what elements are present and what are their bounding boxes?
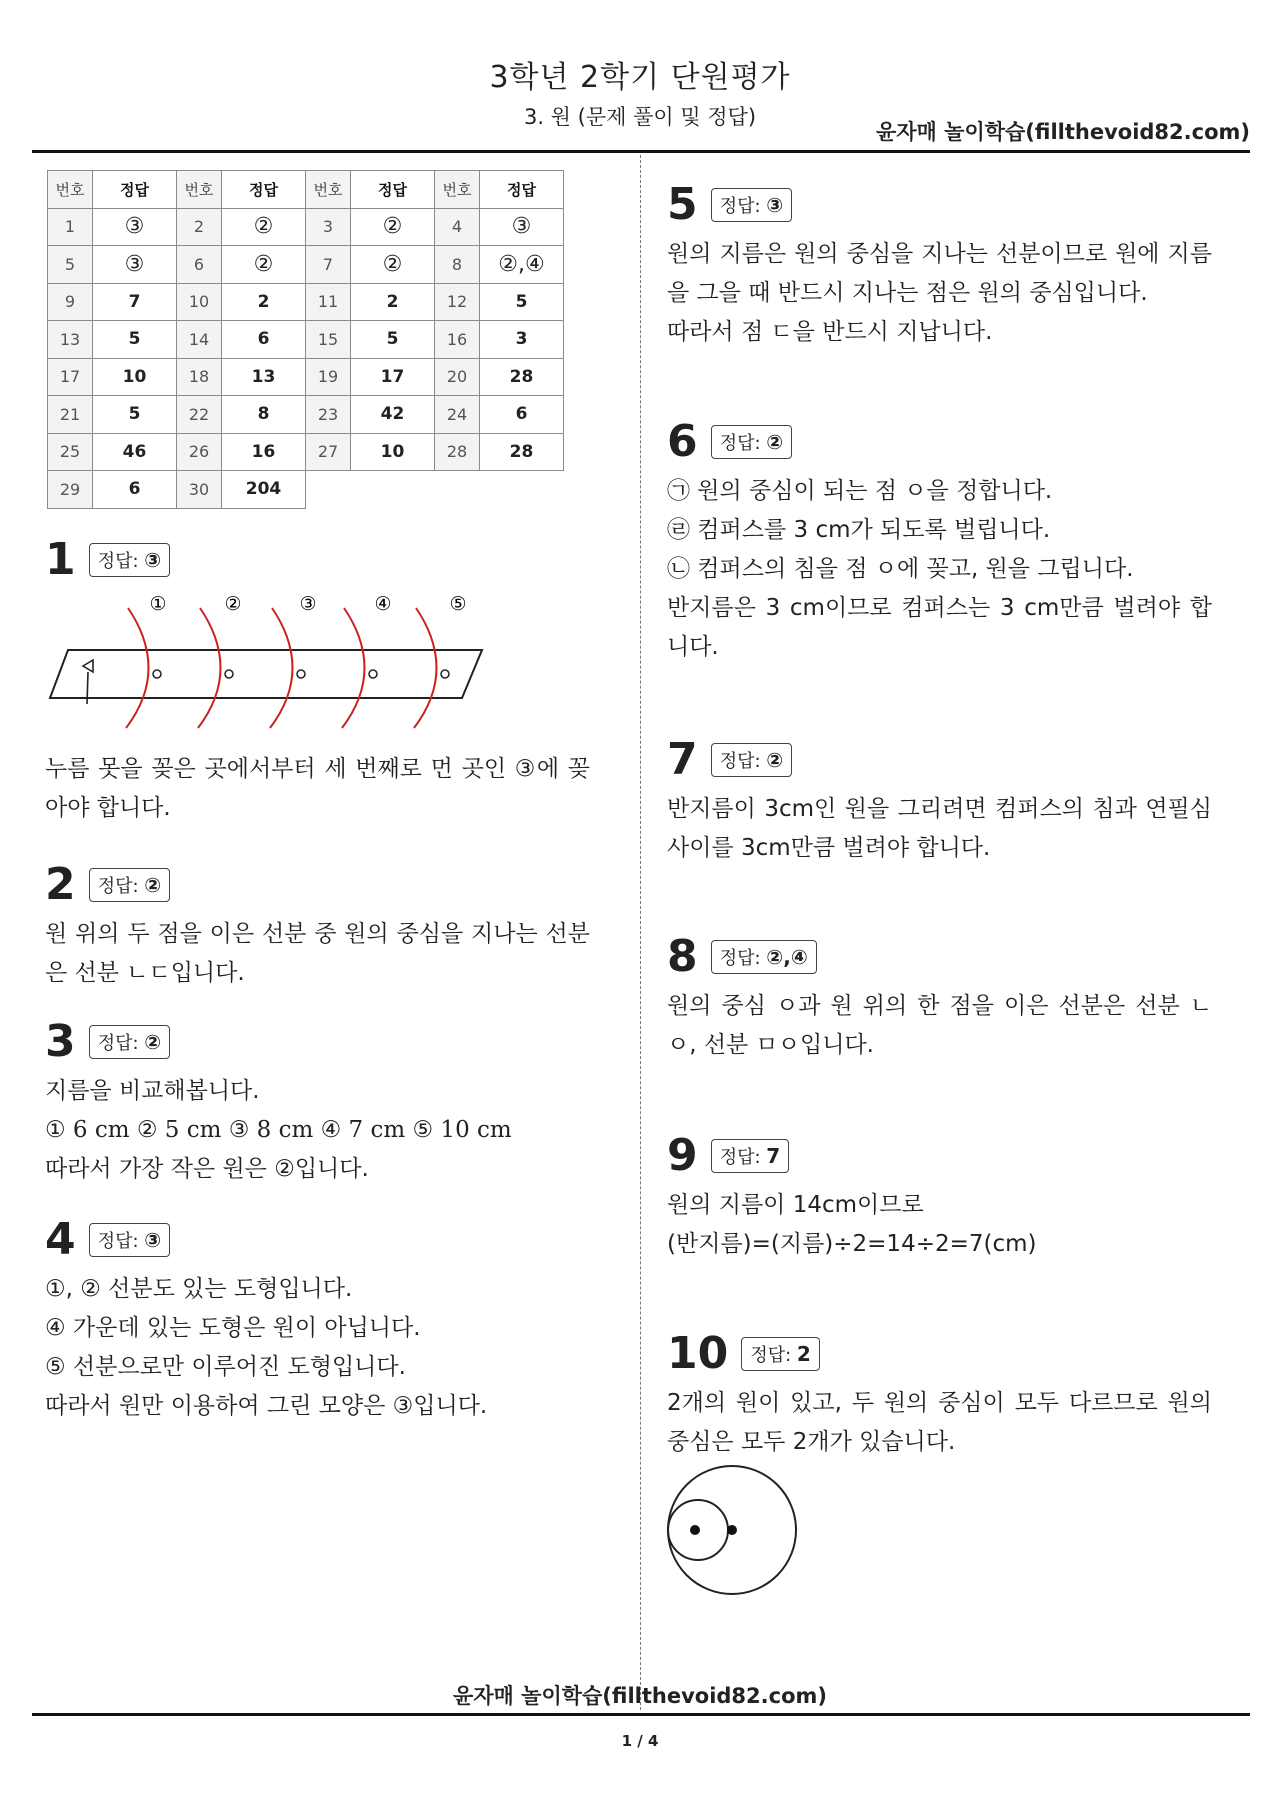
problem-number: 10 <box>667 1328 729 1379</box>
answer-cell: ② <box>351 208 435 246</box>
problem-number: 4 <box>45 1214 76 1265</box>
badge-label: 정답: <box>97 1231 139 1252</box>
page-title: 3학년 2학기 단원평가 <box>489 60 791 95</box>
problem-8 <box>667 931 1212 1065</box>
pushpin-icon <box>83 660 93 672</box>
header-number: 번호 <box>177 171 222 209</box>
header-number: 번호 <box>435 171 480 209</box>
problem-5-explanation <box>667 235 1212 352</box>
footer-divider <box>32 1713 1250 1716</box>
badge-label: 정답: <box>719 433 761 454</box>
header-answer: 정답 <box>480 171 564 209</box>
answer-cell: ② <box>222 246 306 284</box>
question-number-cell: 11 <box>306 283 351 321</box>
answer-cell: 13 <box>222 358 306 396</box>
answer-cell: 10 <box>351 433 435 471</box>
question-number-cell: 2 <box>177 208 222 246</box>
answer-cell: ③ <box>93 208 177 246</box>
explanation-line: (반지름)=(지름)÷2=14÷2=7(cm) <box>667 1231 1037 1257</box>
answer-badge <box>711 425 793 459</box>
table-row <box>48 358 564 396</box>
problem-5 <box>667 179 1212 352</box>
explanation-line: ① 6 cm ② 5 cm ③ 8 cm ④ 7 cm ⑤ 10 cm <box>45 1117 512 1143</box>
badge-label: 정답: <box>750 1345 792 1366</box>
problem-number: 5 <box>667 179 698 230</box>
answer-cell: 3 <box>480 321 564 359</box>
problem-number: 3 <box>45 1016 76 1067</box>
table-row <box>48 433 564 471</box>
explanation-line: 지름을 비교해봅니다. <box>45 1078 260 1104</box>
badge-label: 정답: <box>719 751 761 772</box>
answer-badge <box>89 543 171 577</box>
explanation-line: 원의 중심 ㅇ과 원 위의 한 점을 이은 선분은 선분 ㄴㅇ, 선분 ㅁㅇ입니다. <box>667 993 1212 1058</box>
question-number-cell: 28 <box>435 433 480 471</box>
question-number-cell: 21 <box>48 396 93 434</box>
badge-value: ② <box>766 748 784 772</box>
answer-cell: 46 <box>93 433 177 471</box>
question-number-cell: 17 <box>48 358 93 396</box>
explanation-line: ⑤ 선분으로만 이루어진 도형입니다. <box>45 1354 406 1380</box>
question-number-cell: 29 <box>48 471 93 509</box>
problem-number: 7 <box>667 734 698 785</box>
question-number-cell: 26 <box>177 433 222 471</box>
question-number-cell: 24 <box>435 396 480 434</box>
question-number-cell: 10 <box>177 283 222 321</box>
table-row <box>48 283 564 321</box>
question-number-cell: 8 <box>435 246 480 284</box>
question-number-cell: 18 <box>177 358 222 396</box>
question-number-cell: 3 <box>306 208 351 246</box>
brand-label: 윤자매 놀이학습(fillthevoid82.com) <box>875 120 1250 144</box>
answer-cell: 5 <box>93 321 177 359</box>
problem-3 <box>45 1016 590 1189</box>
question-number-cell: 6 <box>177 246 222 284</box>
question-number-cell: 15 <box>306 321 351 359</box>
problem-9 <box>667 1130 1212 1264</box>
badge-value: ③ <box>144 1228 162 1252</box>
explanation-line: 따라서 점 ㄷ을 반드시 지납니다. <box>667 319 993 345</box>
arc-label: ⑤ <box>449 593 467 615</box>
explanation-line: 원 위의 두 점을 이은 선분 중 원의 중심을 지나는 선분은 선분 ㄴㄷ입니다. <box>45 921 590 986</box>
pushpin-needle <box>87 672 88 704</box>
problem-2 <box>45 859 590 993</box>
answer-badge <box>711 1139 790 1173</box>
column-divider <box>640 155 641 1710</box>
table-row <box>48 321 564 359</box>
badge-value: 7 <box>766 1144 781 1168</box>
answer-cell: ③ <box>480 208 564 246</box>
answer-cell: ②,④ <box>480 246 564 284</box>
problem-number: 1 <box>45 534 76 585</box>
badge-value: ②,④ <box>766 945 808 969</box>
problem-number: 6 <box>667 416 698 467</box>
answer-cell: 17 <box>351 358 435 396</box>
answer-cell: 6 <box>480 396 564 434</box>
mark-point <box>153 670 161 678</box>
badge-label: 정답: <box>97 551 139 572</box>
question-number-cell: 30 <box>177 471 222 509</box>
table-row <box>48 471 564 509</box>
question-number-cell: 25 <box>48 433 93 471</box>
answer-badge <box>711 188 793 222</box>
paper-strip <box>50 650 482 698</box>
answer-cell: ② <box>222 208 306 246</box>
answer-cell: 6 <box>222 321 306 359</box>
problem-number: 2 <box>45 859 76 910</box>
badge-label: 정답: <box>97 876 139 897</box>
badge-value: ③ <box>144 548 162 572</box>
problem-9-explanation <box>667 1186 1212 1264</box>
arc-label: ① <box>149 593 167 615</box>
center-point-large <box>727 1525 737 1535</box>
header-answer: 정답 <box>222 171 306 209</box>
question-number-cell: 16 <box>435 321 480 359</box>
explanation-line: ㉡ 컴퍼스의 침을 점 ㅇ에 꽂고, 원을 그립니다. <box>667 556 1134 582</box>
answer-badge <box>89 1025 171 1059</box>
question-number-cell: 7 <box>306 246 351 284</box>
explanation-line: 원의 지름은 원의 중심을 지나는 선분이므로 원에 지름을 그을 때 반드시 지나는 점은 원의 중심입니다. <box>667 241 1212 306</box>
badge-value: ② <box>766 430 784 454</box>
problem-7-explanation <box>667 790 1212 868</box>
answer-cell: 42 <box>351 396 435 434</box>
arc-2 <box>198 608 221 728</box>
question-number-cell: 5 <box>48 246 93 284</box>
problem-7 <box>667 734 1212 868</box>
footer-brand: 윤자매 놀이학습(fillthevoid82.com) <box>452 1684 827 1708</box>
question-number-cell: 1 <box>48 208 93 246</box>
problem-4 <box>45 1214 590 1426</box>
problem-4-explanation <box>45 1270 590 1426</box>
problem-10 <box>667 1328 1212 1462</box>
answer-cell: 5 <box>93 396 177 434</box>
pushpin-strip-figure <box>40 580 500 740</box>
answer-cell: 28 <box>480 433 564 471</box>
explanation-line: ①, ② 선분도 있는 도형입니다. <box>45 1276 353 1302</box>
question-number-cell: 4 <box>435 208 480 246</box>
mark-point <box>369 670 377 678</box>
explanation-line: ④ 가운데 있는 도형은 원이 아닙니다. <box>45 1315 421 1341</box>
answer-cell: 5 <box>480 283 564 321</box>
two-circles-figure <box>665 1465 805 1605</box>
answer-table <box>47 170 564 509</box>
question-number-cell: 20 <box>435 358 480 396</box>
answer-cell: ③ <box>93 246 177 284</box>
answer-cell: 7 <box>93 283 177 321</box>
mark-point <box>225 670 233 678</box>
answer-cell: 6 <box>93 471 177 509</box>
problem-1 <box>45 534 590 585</box>
arc-label: ③ <box>299 593 317 615</box>
badge-label: 정답: <box>97 1033 139 1054</box>
explanation-line: 2개의 원이 있고, 두 원의 중심이 모두 다르므로 원의 중심은 모두 2개가 있습니다. <box>667 1390 1212 1455</box>
problem-6-explanation <box>667 472 1212 667</box>
badge-label: 정답: <box>719 948 761 969</box>
empty-cell <box>306 471 564 509</box>
problem-3-explanation <box>45 1072 590 1189</box>
table-row <box>48 246 564 284</box>
answer-badge <box>711 940 817 974</box>
answer-cell: ② <box>351 246 435 284</box>
badge-label: 정답: <box>719 1147 761 1168</box>
question-number-cell: 23 <box>306 396 351 434</box>
explanation-line: 반지름이 3cm인 원을 그리려면 컴퍼스의 침과 연필심 사이를 3cm만큼 벌려야 합니다. <box>667 796 1212 861</box>
badge-value: ② <box>144 873 162 897</box>
answer-badge <box>89 868 171 902</box>
arc-label: ④ <box>374 593 392 615</box>
problem-1-explanation <box>45 750 590 828</box>
explanation-line: 따라서 원만 이용하여 그린 모양은 ③입니다. <box>45 1393 488 1419</box>
explanation-line: ㉣ 컴퍼스를 3 cm가 되도록 벌립니다. <box>667 517 1051 543</box>
answer-badge <box>711 743 793 777</box>
question-number-cell: 27 <box>306 433 351 471</box>
answer-badge <box>89 1223 171 1257</box>
answer-cell: 28 <box>480 358 564 396</box>
header-number: 번호 <box>48 171 93 209</box>
answer-cell: 8 <box>222 396 306 434</box>
answer-cell: 2 <box>351 283 435 321</box>
badge-value: 2 <box>796 1342 811 1366</box>
question-number-cell: 19 <box>306 358 351 396</box>
answer-cell: 204 <box>222 471 306 509</box>
problem-10-explanation <box>667 1384 1212 1462</box>
problem-number: 8 <box>667 931 698 982</box>
explanation-line: 따라서 가장 작은 원은 ②입니다. <box>45 1156 369 1182</box>
badge-value: ② <box>144 1030 162 1054</box>
table-row <box>48 208 564 246</box>
page-number: 1 / 4 <box>621 1732 659 1750</box>
problem-number: 9 <box>667 1130 698 1181</box>
question-number-cell: 12 <box>435 283 480 321</box>
header-number: 번호 <box>306 171 351 209</box>
header-divider <box>32 150 1250 153</box>
mark-point <box>441 670 449 678</box>
arc-label: ② <box>224 593 242 615</box>
arc-5 <box>414 608 437 728</box>
question-number-cell: 14 <box>177 321 222 359</box>
explanation-line: ㉠ 원의 중심이 되는 점 ㅇ을 정합니다. <box>667 478 1053 504</box>
answer-cell: 5 <box>351 321 435 359</box>
answer-table-header <box>48 171 564 209</box>
explanation-line: 반지름은 3 cm이므로 컴퍼스는 3 cm만큼 벌려야 합니다. <box>667 595 1212 660</box>
problem-8-explanation <box>667 987 1212 1065</box>
answer-cell: 16 <box>222 433 306 471</box>
header-answer: 정답 <box>93 171 177 209</box>
question-number-cell: 13 <box>48 321 93 359</box>
answer-cell: 2 <box>222 283 306 321</box>
center-point-small <box>690 1525 700 1535</box>
badge-label: 정답: <box>719 196 761 217</box>
problem-6 <box>667 416 1212 667</box>
header-answer: 정답 <box>351 171 435 209</box>
page-subtitle: 3. 원 (문제 풀이 및 정답) <box>523 105 757 129</box>
answer-cell: 10 <box>93 358 177 396</box>
answer-badge <box>741 1337 820 1371</box>
explanation-line: 원의 지름이 14cm이므로 <box>667 1192 924 1218</box>
question-number-cell: 22 <box>177 396 222 434</box>
arc-1 <box>126 608 149 728</box>
arc-3 <box>270 608 293 728</box>
badge-value: ③ <box>766 193 784 217</box>
arc-4 <box>342 608 365 728</box>
question-number-cell: 9 <box>48 283 93 321</box>
table-row <box>48 396 564 434</box>
explanation-line: 누름 못을 꽂은 곳에서부터 세 번째로 먼 곳인 ③에 꽂아야 합니다. <box>45 756 590 821</box>
problem-2-explanation <box>45 915 590 993</box>
mark-point <box>297 670 305 678</box>
